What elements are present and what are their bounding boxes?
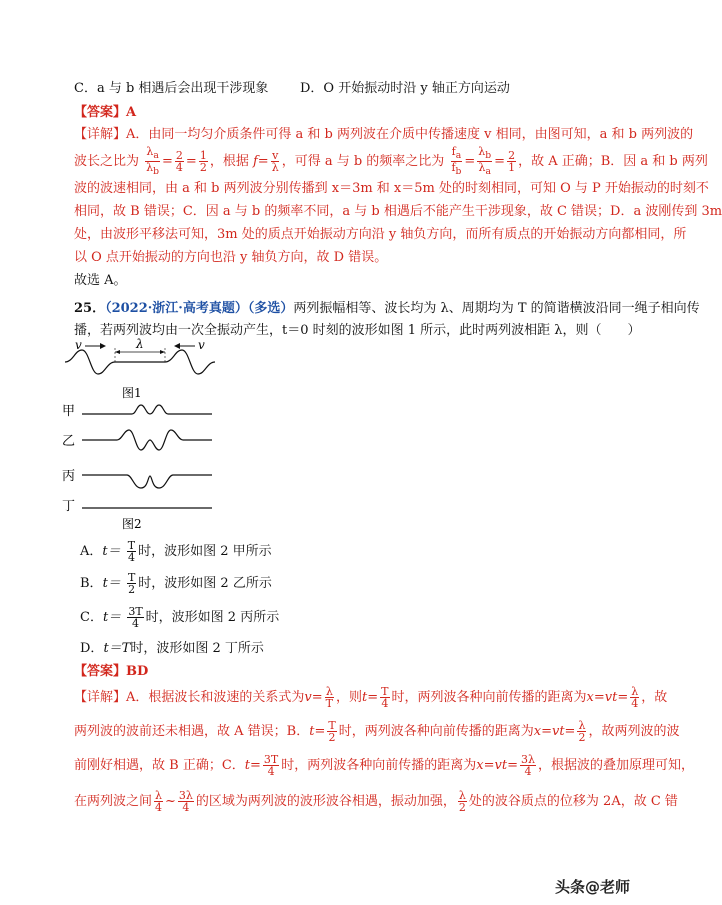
detail-line-ratio: 波长之比为 $\frac{\lambda_a}{\lambda_b}$ = $\frac{2}{4}$ = $\frac{1}{2}$ ，根据 f= $\frac{v}{\lambda}$ ，可得 a 与 b 的频率之比为 $\frac{f_a}{f_b}$ = $\frac{\lambda_b}{\lambda_a}$ = $\frac{2}{1}$ ，故 A 正确；B．因 a 和 b 两列 [74,145,708,178]
figure-1-caption: 图1 [122,386,142,400]
question-25-stem-cont: 播，若两列波均由一次全振动产生，t＝0 时刻的波形如图 1 所示，此时两列波相距 λ，则（ ） [74,323,641,338]
answer-label: 【答案】A [74,105,137,120]
v-right-label: v [198,338,205,352]
option-b: B．t＝ $\frac{T}{2}$ 时，波形如图 2 乙所示 [80,571,272,596]
fig2-label-ding: 丁 [62,499,76,514]
detail-line: 以 O 点开始振动的方向也沿 y 轴负方向，故 D 错误。 [74,250,388,265]
detail25-line4: 在两列波之间 $\frac{\lambda}{4}$ ~ $\frac{3\lambda}{4}$ 的区域为两列波的波形波谷相遇，振动加强， $\frac{\lambda}{2}$ 处的波谷质点的位移为 2A，故 C 错 [74,789,678,814]
figure-1 [65,337,215,400]
answer-label-25: 【答案】BD [74,664,149,679]
question-25-stem: 25．（2022·浙江·高考真题）（多选）两列振幅相等、波长均为 λ、周期均为 T 的简谐横波沿同一绳子相向传 [74,301,700,316]
detail-line: 处，由波形平移法可知，3m 处的质点开始振动方向沿 y 轴负方向，而所有质点的开始振动方向都相同，所 [74,227,687,242]
option-a: A．t＝ $\frac{T}{4}$ 时，波形如图 2 甲所示 [80,539,272,564]
detail25-line1: 【详解】A．根据波长和波速的关系式为v= $\frac{\lambda}{T}$ ，则t= $\frac{T}{4}$ 时，两列波各种向前传播的距离为x=vt= $\frac{\lambda}{4}$ ，故 [74,685,668,710]
conclusion: 故选 A。 [74,273,127,288]
detail-line: 【详解】A．由同一均匀介质条件可得 a 和 b 两列波在介质中传播速度 v 相同，由图可知，a 和 b 两列波的 [74,127,694,142]
fig2-label-bing: 丙 [62,469,76,484]
option-d25: D．t＝T时，波形如图 2 丁所示 [80,641,264,656]
watermark: 头条@老师 [554,878,630,896]
fig2-label-yi: 乙 [62,434,76,449]
figure-2-caption: 图2 [122,517,142,531]
option-c: C．a 与 b 相遇后会出现干涉现象 [74,81,269,96]
lambda-label: λ [136,337,144,351]
option-d: D．O 开始振动时沿 y 轴正方向运动 [300,81,510,96]
detail-line: 波的波速相同，由 a 和 b 两列波分别传播到 x＝3m 和 x＝5m 处的时刻相同，可知 O 与 P 开始振动的时刻不 [74,181,709,196]
v-left-label: v [75,338,82,352]
detail-line: 相同，故 B 错误；C．因 a 与 b 的频率不同，a 与 b 相遇后不能产生干涉现象，故 C 错误；D．a 波刚传到 3m [74,204,722,219]
detail25-line2: 两列波的波前还未相遇，故 A 错误；B．t= $\frac{T}{2}$ 时，两列波各种向前传播的距离为x=vt= $\frac{\lambda}{2}$ ，故两列波的波 [74,719,680,744]
detail25-line3: 前刚好相遇，故 B 正确；C．t= $\frac{3T}{4}$ 时，两列波各种向前传播的距离为x=vt= $\frac{3\lambda}{4}$ ，根据波的叠加原理可知， [74,753,694,778]
option-c25: C．t＝ $\frac{3T}{4}$ 时，波形如图 2 丙所示 [80,605,280,630]
figure-2 [62,400,222,530]
fig2-label-jia: 甲 [62,404,76,419]
